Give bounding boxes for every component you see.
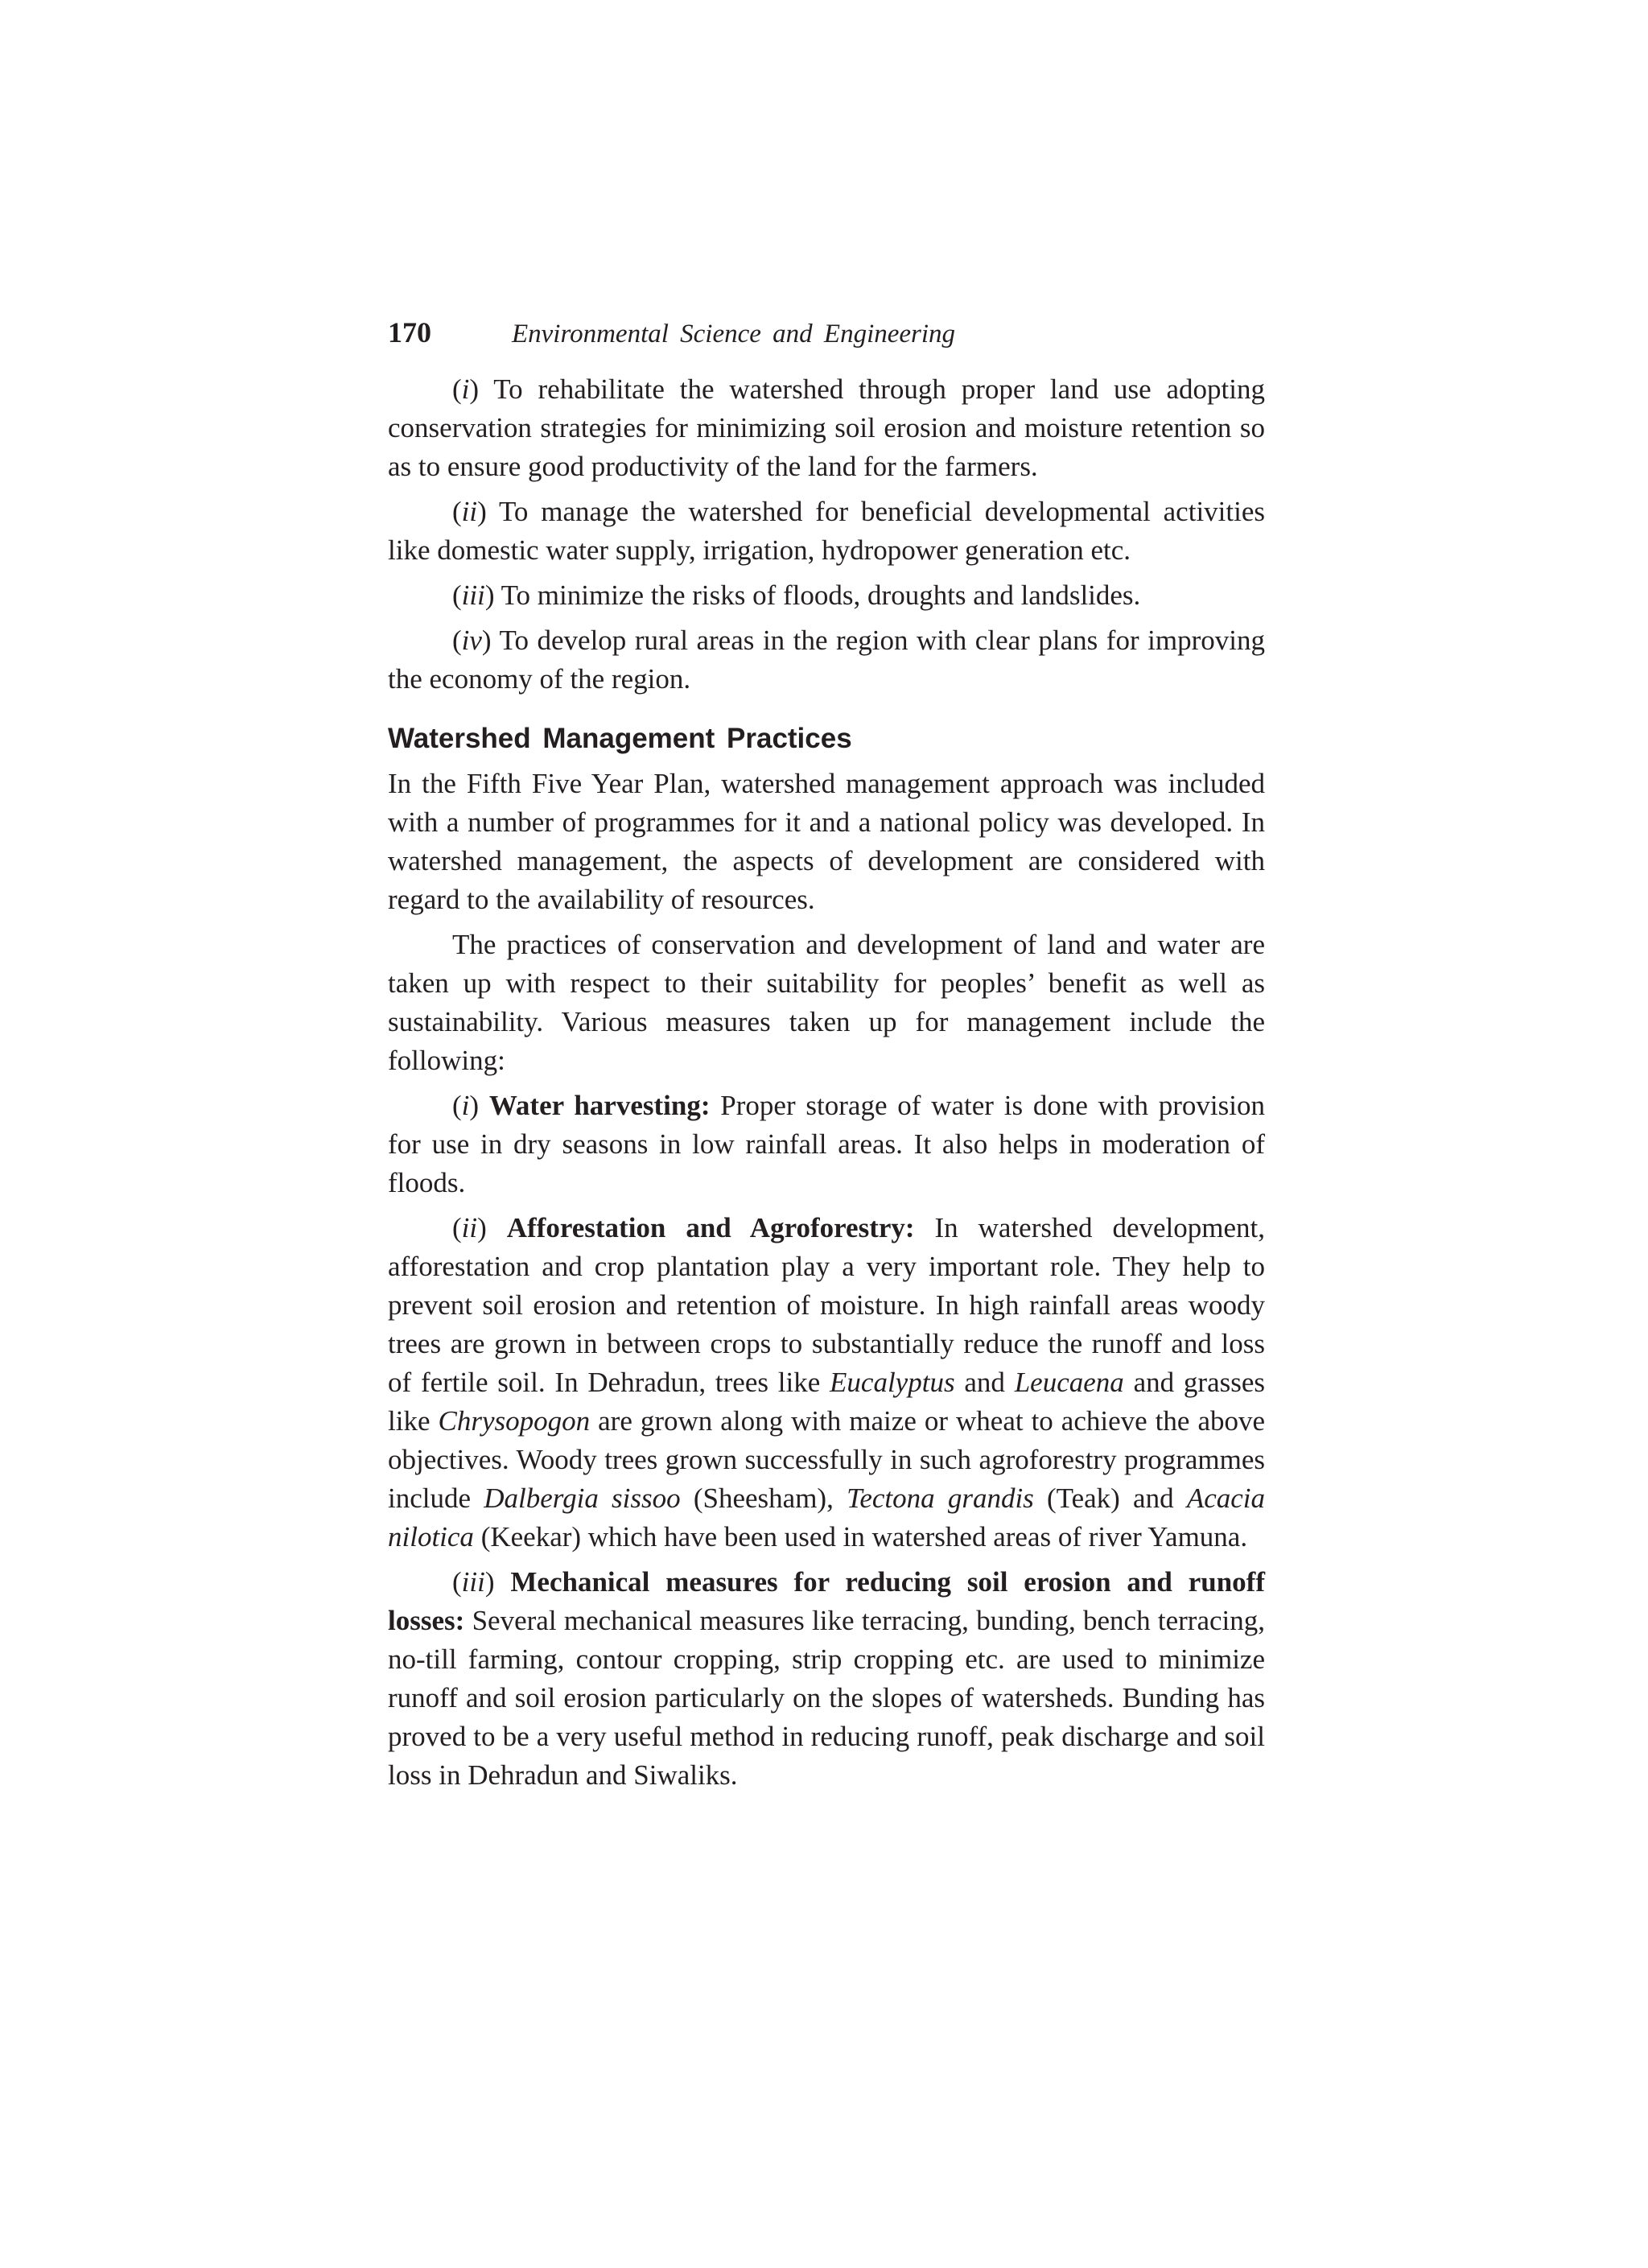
species-name: Tectona grandis [847,1482,1034,1514]
item-number: i [461,373,470,405]
item-text: To rehabilitate the watershed through proper land use adopting conservation strategies for minimizing soil erosion and moisture retention so as to ensure good productivity of the land for the farmers. [388,373,1265,482]
book-title: Environmental Science and Engineering [512,320,956,348]
intro-paragraph: The practices of conservation and development of land and water are taken up with respect to their suitability for peoples’ benefit as well as sustainability. Various measures taken up for management include the following: [388,929,1265,1076]
practice-text: and [964,1367,1005,1398]
objective-item: (iii) To minimize the risks of floods, droughts and landslides. [452,579,1141,611]
objective-item: (ii) To manage the watershed for beneficial developmental activities like domestic water supply, irrigation, hydropower generation etc. [388,496,1265,566]
item-number: i [461,1090,470,1121]
practice-title: Mechanical measures for reducing soil erosion and runoff losses: [388,1566,1265,1636]
item-number: ii [461,1212,478,1243]
species-name: Chrysopogon [438,1405,591,1437]
objective-item: (iv) To develop rural areas in the region with clear plans for improving the economy of the region. [388,625,1265,695]
practice-text: are grown along with maize or wheat to achieve the above objectives. Woody trees grown successfully in such agroforestry programmes include [388,1405,1266,1514]
running-head [388,315,1265,349]
practice-text: (Sheesham), [693,1482,834,1514]
practice-title: Water harvesting: [488,1090,711,1121]
practice-text: Several mechanical measures like terracing, bunding, bench terracing, no-till farming, contour cropping, strip cropping etc. are used to minimize runoff and soil erosion particularly on the slopes of watersheds. Bunding has proved to be a very useful method in reducing runoff, peak discharge and soil loss in Dehradun and Siwaliks. [388,1605,1265,1791]
section-heading: Watershed Management Practices [388,723,852,754]
page-number: 170 [388,316,431,348]
practice-item: (ii) Afforestation and Agroforestry: In watershed development, afforestation and crop plantation play a very important role. They help to prevent soil erosion and retention of moisture. In high rainfall areas woody trees are grown in between crops to substantially reduce the runoff and loss of fertile soil. In Dehradun, trees like Eucalyptus and Leucaena and grasses like Chrysopogon are grown along with maize or wheat to achieve the above objectives. Woody trees grown successfully in such agroforestry programmes include Dalbergia sissoo (Sheesham), Tectona grandis (Teak) and Acacia nilotica (Keekar) which have been used in watershed areas of river Yamuna. [388,1212,1266,1553]
item-text: To minimize the risks of floods, droughts and landslides. [501,579,1141,611]
item-text: To manage the watershed for beneficial developmental activities like domestic water supply, irrigation, hydropower generation etc. [388,496,1265,566]
practice-text: (Keekar) which have been used in watershed areas of river Yamuna. [480,1521,1248,1553]
item-number: iii [461,1566,485,1598]
item-number: ii [461,496,478,527]
species-name: Acacia nilotica [388,1482,1265,1553]
practice-item: (i) Water harvesting: Proper storage of water is done with provision for use in dry seasons in low rainfall areas. It also helps in moderation of floods. [388,1090,1266,1198]
item-text: To develop rural areas in the region with clear plans for improving the economy of the region. [388,625,1265,695]
practice-item: (iii) Mechanical measures for reducing soil erosion and runoff losses: Several mechanical measures like terracing, bunding, bench terracing, no-till farming, contour cropping, strip cropping etc. are used to minimize runoff and soil erosion particularly on the slopes of watersheds. Bunding has proved to be a very useful method in reducing runoff, peak discharge and soil loss in Dehradun and Siwaliks. [388,1566,1265,1791]
book-page [388,315,1265,1801]
practice-text: In watershed development, afforestation and crop plantation play a very important role. They help to prevent soil erosion and retention of moisture. In high rainfall areas woody trees are grown in between crops to substantially reduce the runoff and loss of fertile soil. In Dehradun, trees like [388,1212,1266,1398]
item-number: iv [461,625,482,656]
item-number: iii [461,579,485,611]
species-name: Leucaena [1014,1367,1124,1398]
species-name: Dalbergia sissoo [484,1482,681,1514]
species-name: Eucalyptus [830,1367,955,1398]
intro-paragraph: In the Fifth Five Year Plan, watershed management approach was included with a number of programmes for it and a national policy was developed. In watershed management, the aspects of development are considered with regard to the availability of resources. [388,768,1265,915]
practice-title: Afforestation and Agroforestry: [506,1212,915,1243]
objective-item: (i) To rehabilitate the watershed through proper land use adopting conservation strategies for minimizing soil erosion and moisture retention so as to ensure good productivity of the land for the farmers. [388,373,1265,482]
practice-text: and grasses like [388,1367,1266,1437]
practice-text: (Teak) and [1047,1482,1174,1514]
practice-text: Proper storage of water is done with provision for use in dry seasons in low rainfall areas. It also helps in moderation of floods. [388,1090,1266,1198]
